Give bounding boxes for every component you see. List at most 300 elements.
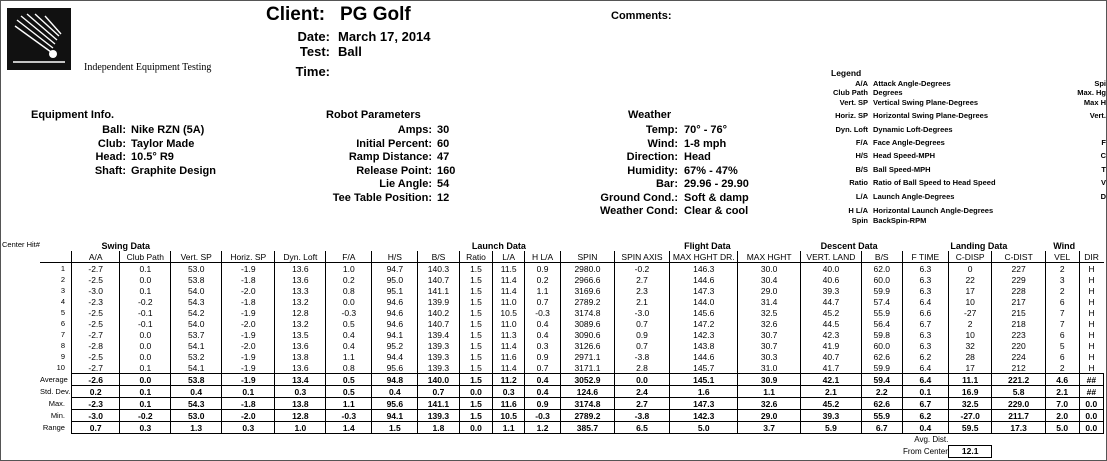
- table-cell: 22: [948, 274, 992, 285]
- legend-desc: Vertical Swing Plane-Degrees: [873, 98, 979, 107]
- table-cell: 29.0: [738, 285, 801, 296]
- legend-title: Legend: [831, 68, 862, 78]
- stat-cell: -3.8: [614, 410, 670, 422]
- stat-cell: 0.0: [459, 386, 493, 398]
- stat-cell: 7.0: [1045, 398, 1079, 410]
- table-cell: 2.7: [614, 274, 670, 285]
- stat-cell: 5.8: [992, 386, 1045, 398]
- table-cell: 0.1: [120, 263, 171, 275]
- table-cell: -2.0: [222, 318, 275, 329]
- table-cell: 139.3: [418, 340, 459, 351]
- table-cell: 217: [992, 296, 1045, 307]
- group-header: Flight Data: [684, 240, 731, 251]
- robot-label: Tee Table Position:: [332, 191, 432, 204]
- stat-cell: 0.4: [902, 422, 948, 434]
- stat-cell: -0.3: [524, 410, 560, 422]
- stat-cell: 1.5: [459, 410, 493, 422]
- table-cell: -2.7: [71, 329, 119, 340]
- stat-cell: 0.3: [120, 422, 171, 434]
- table-cell: 95.6: [372, 362, 418, 374]
- table-cell: -3.0: [71, 285, 119, 296]
- stat-cell: 53.8: [171, 374, 222, 386]
- client-label: Client:: [266, 4, 326, 25]
- legend-right-fragment: Spi: [1094, 79, 1106, 88]
- table-cell: 54.3: [171, 296, 222, 307]
- stat-row: [40, 410, 1104, 422]
- stat-cell: 0.1: [120, 386, 171, 398]
- stat-cell: 53.0: [171, 410, 222, 422]
- stat-cell: 17.3: [992, 422, 1045, 434]
- table-cell: 145.6: [670, 307, 738, 318]
- weather-value: 29.96 - 29.90: [684, 178, 749, 190]
- legend-right-fragment: Max. Hg: [1077, 88, 1106, 97]
- legend-abbr: Horiz. SP: [835, 111, 868, 120]
- table-cell: 0.1: [120, 362, 171, 374]
- table-cell: 10.5: [493, 307, 524, 318]
- table-cell: 30.7: [738, 329, 801, 340]
- group-header: Wind: [1053, 240, 1076, 251]
- robot-title: Robot Parameters: [326, 109, 421, 121]
- stat-cell: 5.0: [670, 422, 738, 434]
- table-cell: H: [1079, 351, 1103, 362]
- legend-right-fragment: T: [1101, 165, 1106, 174]
- equipment-title: Equipment Info.: [31, 109, 115, 121]
- table-cell: 28: [948, 351, 992, 362]
- weather-value: 67% - 47%: [684, 164, 738, 177]
- table-cell: 11.0: [493, 296, 524, 307]
- stat-cell: 12.8: [275, 410, 326, 422]
- table-cell: 11.4: [493, 285, 524, 296]
- column-header: H L/A: [524, 251, 560, 263]
- table-cell: 212: [992, 362, 1045, 374]
- table-cell: 62.6: [861, 351, 902, 362]
- table-cell: 3169.6: [561, 285, 614, 296]
- column-header: A/A: [71, 251, 119, 263]
- stat-cell: 229.0: [992, 398, 1045, 410]
- table-cell: 0.0: [120, 329, 171, 340]
- table-cell: 94.6: [372, 318, 418, 329]
- table-cell: 1.5: [459, 329, 493, 340]
- stat-cell: -2.3: [71, 398, 119, 410]
- column-header: B/S: [418, 251, 459, 263]
- weather-label: Weather Cond:: [599, 205, 678, 217]
- table-cell: 6.4: [902, 362, 948, 374]
- table-cell: 5: [1045, 340, 1079, 351]
- robot-value: 160: [437, 164, 456, 177]
- table-cell: 54.0: [171, 285, 222, 296]
- stat-cell: 0.5: [326, 386, 372, 398]
- stat-cell: -27.0: [948, 410, 992, 422]
- stat-cell: 0.0: [120, 374, 171, 386]
- table-cell: 2: [948, 318, 992, 329]
- table-cell: 2.1: [614, 296, 670, 307]
- table-cell: 6.3: [902, 329, 948, 340]
- group-header-row: [40, 240, 1104, 251]
- row-number: 4: [60, 297, 65, 306]
- robot-value: 60: [437, 137, 450, 150]
- table-row: [40, 340, 1104, 351]
- stat-cell: 1.5: [372, 422, 418, 434]
- table-cell: 1.5: [459, 351, 493, 362]
- table-cell: -2.5: [71, 318, 119, 329]
- table-cell: 0.7: [524, 362, 560, 374]
- table-cell: 60.0: [861, 340, 902, 351]
- table-cell: 59.9: [861, 285, 902, 296]
- legend-desc: Dynamic Loft-Degrees: [873, 125, 953, 134]
- table-cell: -1.8: [222, 296, 275, 307]
- table-cell: 13.8: [275, 351, 326, 362]
- stat-cell: 385.7: [561, 422, 614, 434]
- stat-cell: 1.3: [171, 422, 222, 434]
- table-cell: 94.7: [372, 263, 418, 275]
- stat-cell: 5.0: [1045, 422, 1079, 434]
- table-cell: 0.2: [524, 274, 560, 285]
- legend-abbr: F/A: [855, 138, 868, 147]
- table-cell: -1.9: [222, 351, 275, 362]
- table-cell: -2.3: [71, 296, 119, 307]
- stat-cell: 0.7: [71, 422, 119, 434]
- table-cell: 1.5: [459, 340, 493, 351]
- table-cell: 31.4: [738, 296, 801, 307]
- weather-value: Soft & damp: [684, 191, 749, 204]
- table-cell: 53.7: [171, 329, 222, 340]
- column-header: SPIN AXIS: [614, 251, 670, 263]
- stat-cell: 1.5: [459, 398, 493, 410]
- table-cell: 10: [948, 329, 992, 340]
- table-cell: 44.5: [801, 318, 862, 329]
- table-cell: 17: [948, 362, 992, 374]
- stat-cell: 2.2: [861, 386, 902, 398]
- table-cell: 13.2: [275, 318, 326, 329]
- table-cell: 53.0: [171, 263, 222, 275]
- avg-dist-value: 12.1: [948, 445, 992, 457]
- equipment-label: Head:: [95, 151, 126, 163]
- stat-cell: -1.9: [222, 374, 275, 386]
- table-cell: 6: [1045, 296, 1079, 307]
- equipment-value: 10.5° R9: [131, 151, 174, 163]
- table-cell: 223: [992, 329, 1045, 340]
- stat-label: Max.: [48, 399, 65, 408]
- table-cell: 6.2: [902, 351, 948, 362]
- table-cell: 54.1: [171, 362, 222, 374]
- legend-desc: Ball Speed-MPH: [873, 165, 931, 174]
- table-cell: 0.7: [614, 340, 670, 351]
- table-cell: 1.5: [459, 274, 493, 285]
- stat-cell: 1.1: [326, 398, 372, 410]
- legend-abbr: Ratio: [849, 178, 868, 187]
- table-cell: 6: [1045, 329, 1079, 340]
- legend-desc: BackSpin-RPM: [873, 216, 927, 225]
- legend-abbr: Vert. SP: [839, 98, 868, 107]
- column-header: VEL: [1045, 251, 1079, 263]
- legend-right-fragment: Max H: [1083, 98, 1106, 107]
- table-cell: 44.7: [801, 296, 862, 307]
- stat-cell: 3174.8: [561, 398, 614, 410]
- table-cell: 0.0: [120, 351, 171, 362]
- table-cell: -2.5: [71, 307, 119, 318]
- stat-cell: 0.4: [524, 374, 560, 386]
- table-cell: -2.5: [71, 351, 119, 362]
- legend-desc: Horizontal Launch Angle-Degrees: [873, 206, 994, 215]
- table-cell: 6.4: [902, 296, 948, 307]
- table-cell: 140.2: [418, 307, 459, 318]
- column-header: F/A: [326, 251, 372, 263]
- group-header: Descent Data: [820, 240, 878, 251]
- table-cell: -1.8: [222, 274, 275, 285]
- stat-cell: 95.6: [372, 398, 418, 410]
- stat-cell: ##: [1079, 386, 1103, 398]
- legend-right-fragment: F: [1101, 138, 1106, 147]
- stat-cell: 0.4: [524, 386, 560, 398]
- table-cell: 139.9: [418, 296, 459, 307]
- table-cell: 2: [1045, 263, 1079, 275]
- table-cell: 6: [1045, 351, 1079, 362]
- table-cell: 1.5: [459, 263, 493, 275]
- weather-title: Weather: [628, 109, 672, 121]
- stat-cell: 2.7: [614, 398, 670, 410]
- table-cell: H: [1079, 307, 1103, 318]
- table-cell: 31.0: [738, 362, 801, 374]
- test-label: Test:: [299, 44, 330, 59]
- column-header-spacer: [40, 251, 71, 263]
- table-cell: 1.5: [459, 307, 493, 318]
- table-cell: -0.3: [524, 307, 560, 318]
- column-header: L/A: [493, 251, 524, 263]
- table-cell: 2980.0: [561, 263, 614, 275]
- table-cell: 3: [1045, 274, 1079, 285]
- data-table: [40, 240, 1104, 458]
- stat-cell: 0.1: [902, 386, 948, 398]
- table-cell: -2.8: [71, 340, 119, 351]
- avg-dist-label-2: From Center: [902, 446, 948, 456]
- column-header: MAX HGHT: [738, 251, 801, 263]
- stat-row: [40, 398, 1104, 410]
- stat-cell: 39.3: [801, 410, 862, 422]
- column-header: DIR: [1079, 251, 1103, 263]
- table-cell: 0: [948, 263, 992, 275]
- equipment-label: Shaft:: [94, 164, 126, 177]
- table-cell: 215: [992, 307, 1045, 318]
- stat-cell: 62.6: [861, 398, 902, 410]
- stat-cell: 0.0: [459, 422, 493, 434]
- table-cell: -0.3: [326, 307, 372, 318]
- stat-cell: 1.0: [275, 422, 326, 434]
- stat-cell: ##: [1079, 374, 1103, 386]
- date-label: Date:: [297, 29, 330, 44]
- table-cell: 54.1: [171, 340, 222, 351]
- table-cell: 62.0: [861, 263, 902, 275]
- stat-cell: 0.3: [493, 386, 524, 398]
- table-cell: -3.8: [614, 351, 670, 362]
- stat-cell: 0.0: [1079, 398, 1103, 410]
- table-cell: 7: [1045, 318, 1079, 329]
- stat-cell: 13.4: [275, 374, 326, 386]
- table-cell: 41.9: [801, 340, 862, 351]
- stat-cell: 11.2: [493, 374, 524, 386]
- table-cell: 11.3: [493, 329, 524, 340]
- table-cell: 39.3: [801, 285, 862, 296]
- stat-cell: 1.2: [524, 422, 560, 434]
- table-cell: H: [1079, 274, 1103, 285]
- stat-cell: 0.3: [222, 422, 275, 434]
- avg-dist-spacer: [40, 445, 902, 457]
- table-cell: 60.0: [861, 274, 902, 285]
- table-cell: 1.0: [326, 263, 372, 275]
- table-cell: H: [1079, 329, 1103, 340]
- client-value: PG Golf: [340, 4, 411, 25]
- stat-cell: 11.6: [493, 398, 524, 410]
- legend-abbr: Spin: [851, 216, 868, 225]
- row-number: 2: [60, 275, 65, 284]
- table-cell: 2966.6: [561, 274, 614, 285]
- stat-cell: 1.6: [670, 386, 738, 398]
- table-cell: 141.1: [418, 285, 459, 296]
- table-row: [40, 318, 1104, 329]
- table-cell: 144.0: [670, 296, 738, 307]
- table-cell: 11.4: [493, 340, 524, 351]
- equipment-value: Nike RZN (5A): [131, 124, 205, 136]
- equipment-value: Taylor Made: [131, 137, 195, 150]
- stat-cell: 6.5: [614, 422, 670, 434]
- table-cell: 40.7: [801, 351, 862, 362]
- robot-label: Release Point:: [356, 164, 432, 177]
- table-cell: 0.4: [326, 340, 372, 351]
- table-cell: 0.8: [326, 285, 372, 296]
- table-cell: 218: [992, 318, 1045, 329]
- stat-cell: 1.1: [738, 386, 801, 398]
- table-row: [40, 351, 1104, 362]
- table-row: [40, 362, 1104, 374]
- stat-cell: 147.3: [670, 398, 738, 410]
- table-row: [40, 307, 1104, 318]
- table-cell: 59.9: [861, 362, 902, 374]
- table-cell: 56.4: [861, 318, 902, 329]
- column-header: MAX HGHT DR.: [670, 251, 738, 263]
- weather-value: 70° - 76°: [684, 124, 728, 136]
- group-header: Landing Data: [950, 240, 1008, 251]
- table-cell: 6.3: [902, 274, 948, 285]
- table-cell: 30.4: [738, 274, 801, 285]
- group-header: Swing Data: [101, 240, 150, 251]
- table-cell: H: [1079, 263, 1103, 275]
- group-header: Launch Data: [471, 240, 526, 251]
- table-cell: 228: [992, 285, 1045, 296]
- table-cell: 32.5: [738, 307, 801, 318]
- table-cell: 13.5: [275, 329, 326, 340]
- table-cell: 0.9: [524, 263, 560, 275]
- stat-label: Min.: [50, 411, 65, 420]
- stat-cell: 6.7: [861, 422, 902, 434]
- table-cell: 6.7: [902, 318, 948, 329]
- stat-cell: 32.5: [948, 398, 992, 410]
- table-cell: 2789.2: [561, 296, 614, 307]
- table-cell: 146.3: [670, 263, 738, 275]
- stat-cell: -3.0: [71, 410, 119, 422]
- table-cell: 3171.1: [561, 362, 614, 374]
- robot-label: Ramp Distance:: [348, 151, 432, 163]
- stat-cell: 2.4: [614, 386, 670, 398]
- table-cell: 142.3: [670, 329, 738, 340]
- stat-cell: 0.5: [326, 374, 372, 386]
- stat-row: [40, 422, 1104, 434]
- table-cell: 55.9: [861, 307, 902, 318]
- stat-cell: 0.3: [275, 386, 326, 398]
- table-cell: 139.3: [418, 351, 459, 362]
- stat-cell: 55.9: [861, 410, 902, 422]
- stat-cell: 94.8: [372, 374, 418, 386]
- column-header: Dyn. Loft: [275, 251, 326, 263]
- table-cell: 145.7: [670, 362, 738, 374]
- table-cell: 32: [948, 340, 992, 351]
- table-cell: 0.4: [524, 318, 560, 329]
- stat-cell: 0.2: [71, 386, 119, 398]
- table-cell: 0.8: [326, 362, 372, 374]
- company-logo: [7, 8, 71, 70]
- stat-cell: 0.0: [614, 374, 670, 386]
- row-number: 9: [60, 352, 65, 361]
- legend-desc: Attack Angle-Degrees: [873, 79, 951, 88]
- table-cell: -1.9: [222, 329, 275, 340]
- table-cell: 13.2: [275, 296, 326, 307]
- table-cell: 40.0: [801, 263, 862, 275]
- table-cell: 0.3: [524, 340, 560, 351]
- column-header: C-DIST: [992, 251, 1045, 263]
- legend-abbr: H/S: [855, 151, 868, 160]
- table-cell: 2.8: [614, 362, 670, 374]
- legend-abbr: H L/A: [848, 206, 868, 215]
- robot-label: Amps:: [397, 124, 432, 136]
- date-value: March 17, 2014: [338, 29, 431, 44]
- stat-cell: 0.7: [418, 386, 459, 398]
- table-cell: 139.4: [418, 329, 459, 340]
- table-row: [40, 263, 1104, 275]
- table-cell: 1.1: [326, 351, 372, 362]
- column-header: Vert. SP: [171, 251, 222, 263]
- stat-cell: -2.6: [71, 374, 119, 386]
- stat-cell: 211.7: [992, 410, 1045, 422]
- stat-cell: 2.1: [801, 386, 862, 398]
- table-cell: 1.5: [459, 285, 493, 296]
- stat-label: Std. Dev.: [40, 387, 71, 396]
- stat-cell: 16.9: [948, 386, 992, 398]
- table-cell: 13.3: [275, 285, 326, 296]
- table-cell: H: [1079, 318, 1103, 329]
- robot-label: Initial Percent:: [356, 137, 432, 150]
- table-cell: 229: [992, 274, 1045, 285]
- table-cell: 11.4: [493, 362, 524, 374]
- table-cell: 41.7: [801, 362, 862, 374]
- table-cell: 1.5: [459, 296, 493, 307]
- table-cell: 140.7: [418, 318, 459, 329]
- company-name: Independent Equipment Testing: [84, 62, 212, 73]
- table-cell: 6.3: [902, 285, 948, 296]
- weather-label: Temp:: [645, 124, 678, 136]
- table-cell: 3174.8: [561, 307, 614, 318]
- stat-cell: 6.4: [902, 374, 948, 386]
- robot-value: 12: [437, 191, 450, 204]
- table-cell: 45.2: [801, 307, 862, 318]
- table-cell: 1.1: [524, 285, 560, 296]
- table-cell: 0.4: [524, 329, 560, 340]
- table-cell: 17: [948, 285, 992, 296]
- stat-cell: 3052.9: [561, 374, 614, 386]
- table-row: [40, 274, 1104, 285]
- avg-dist-label: Avg. Dist.: [914, 435, 949, 444]
- stat-cell: 145.1: [670, 374, 738, 386]
- column-header: Club Path: [120, 251, 171, 263]
- row-number: 3: [60, 286, 65, 295]
- stat-cell: -2.0: [222, 410, 275, 422]
